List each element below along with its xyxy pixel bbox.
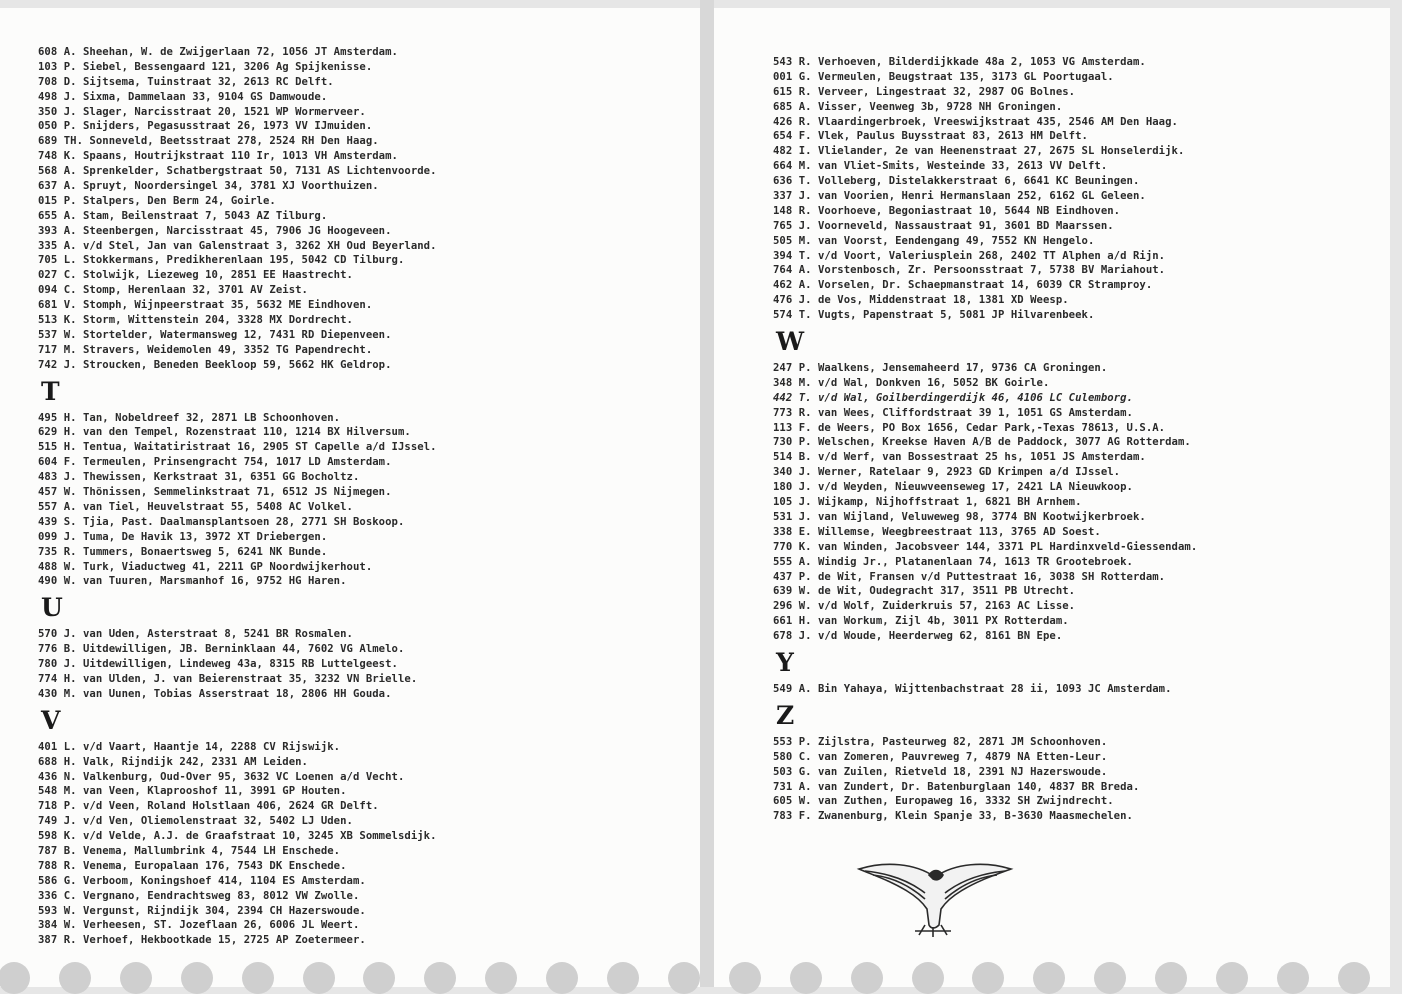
member-entry: 553 P. Zijlstra, Pasteurweg 82, 2871 JM Schoonhoven. [773,735,1108,748]
punch-hole [485,962,517,994]
member-entry: 482 I. Vlielander, 2e van Heenenstraat 27, 2675 SL Honselerdijk. [773,145,1185,158]
punch-hole [1033,962,1065,994]
member-entry: 608 A. Sheehan, W. de Zwijgerlaan 72, 1056 JT Amsterdam. [38,46,398,58]
member-entry: 685 A. Visser, Veenweg 3b, 9728 NH Groningen. [773,100,1063,113]
member-entry: 717 M. Stravers, Weidemolen 49, 3352 TG Papendrecht. [38,343,373,356]
punch-hole [790,962,822,994]
member-entry: 401 L. v/d Vaart, Haantje 14, 2288 CV Rijswijk. [38,740,341,753]
member-entry: 735 R. Tummers, Bonaertsweg 5, 6241 NK Bunde. [38,545,328,558]
member-entry: 338 E. Willemse, Weegbreestraat 113, 3765 AD Soest. [773,525,1101,538]
member-entry: 531 J. van Wijland, Veluweweg 98, 3774 BN Kootwijkerbroek. [773,510,1146,523]
section-letter: U [41,593,63,623]
member-entry: 537 W. Stortelder, Watermansweg 12, 7431 RD Diepenveen. [38,328,392,341]
punch-hole [181,962,213,994]
member-entry: 340 J. Werner, Ratelaar 9, 2923 GD Krimpen a/d IJssel. [773,466,1121,479]
member-entry: 180 J. v/d Weyden, Nieuwveenseweg 17, 2421 LA Nieuwkoop. [773,481,1133,494]
member-entry: 394 T. v/d Voort, Valeriusplein 268, 2402 TT Alphen a/d Rijn. [773,249,1166,262]
member-entry: 001 G. Vermeulen, Beugstraat 135, 3173 GL Poortugaal. [773,70,1114,83]
member-entry: 636 T. Volleberg, Distelakkerstraat 6, 6641 KC Beuningen. [773,175,1140,188]
member-entry: 549 A. Bin Yahaya, Wijttenbachstraat 28 ii, 1093 JC Amsterdam. [773,682,1172,695]
punch-hole [1216,962,1248,994]
member-entry: 593 W. Vergunst, Rijndijk 304, 2394 CH Hazerswoude. [38,904,366,917]
punch-hole [851,962,883,994]
left-column-list [38,45,437,948]
punch-hole [972,962,1004,994]
member-entry: 580 C. van Zomeren, Pauvreweg 7, 4879 NA Etten-Leur. [773,750,1108,763]
member-entry: 483 J. Thewissen, Kerkstraat 31, 6351 GG Bocholtz. [38,471,360,484]
member-entry: 503 G. van Zuilen, Rietveld 18, 2391 NJ Hazerswoude. [773,765,1108,778]
binding-holes [0,960,1402,990]
punch-hole [912,962,944,994]
member-entry: 514 B. v/d Werf, van Bossestraat 25 hs, 1051 JS Amsterdam. [773,451,1146,464]
member-entry: 337 J. van Voorien, Henri Hermanslaan 252, 6162 GL Geleen. [773,190,1146,203]
member-entry: 350 J. Slager, Narcisstraat 20, 1521 WP Wormerveer. [38,105,366,118]
member-entry: 615 R. Verveer, Lingestraat 32, 2987 OG Bolnes. [773,85,1076,98]
punch-hole [120,962,152,994]
punch-hole [0,962,30,994]
member-entry: 774 H. van Ulden, J. van Beierenstraat 35, 3232 VN Brielle. [38,672,418,685]
member-entry: 765 J. Voorneveld, Nassaustraat 91, 3601 BD Maarssen. [773,219,1114,232]
member-entry: 604 F. Termeulen, Prinsengracht 754, 1017 LD Amsterdam. [38,456,392,469]
punch-hole [59,962,91,994]
member-entry: 476 J. de Vos, Middenstraat 18, 1381 XD Weesp. [773,294,1069,307]
member-entry: 598 K. v/d Velde, A.J. de Graafstraat 10, 3245 XB Sommelsdijk. [38,830,437,843]
section-letter: V [41,705,61,735]
member-entry: 568 A. Sprenkelder, Schatbergstraat 50, 7131 AS Lichtenvoorde. [38,165,437,178]
member-entry: 705 L. Stokkermans, Predikherenlaan 195, 5042 CD Tilburg. [38,254,405,267]
member-entry: 749 J. v/d Ven, Oliemolenstraat 32, 5402 LJ Uden. [38,815,353,828]
member-entry: 488 W. Turk, Viaductweg 41, 2211 GP Noordwijkerhout. [38,560,373,573]
member-entry: 490 W. van Tuuren, Marsmanhof 16, 9752 HG Haren. [38,575,347,588]
member-entry: 742 J. Stroucken, Beneden Beekloop 59, 5662 HK Geldrop. [38,358,392,371]
member-entry: 498 J. Sixma, Dammelaan 33, 9104 GS Damwoude. [38,90,328,103]
member-entry: 764 A. Vorstenbosch, Zr. Persoonsstraat 7, 5738 BV Mariahout. [773,264,1166,277]
member-entry: 335 A. v/d Stel, Jan van Galenstraat 3, 3262 XH Oud Beyerland. [38,239,437,252]
member-entry: 015 P. Stalpers, Den Berm 24, Goirle. [38,194,276,207]
member-entry: 515 H. Tentua, Waitatiristraat 16, 2905 ST Capelle a/d IJssel. [38,441,437,454]
member-entry: 505 M. van Voorst, Eendengang 49, 7552 KN Hengelo. [773,234,1095,247]
punch-hole [668,962,700,994]
member-entry: 296 W. v/d Wolf, Zuiderkruis 57, 2163 AC Lisse. [773,600,1076,613]
punch-hole [546,962,578,994]
member-entry: 094 C. Stomp, Herenlaan 32, 3701 AV Zeist. [38,284,308,297]
member-entry: 548 M. van Veen, Klaprooshof 11, 3991 GP Houten. [38,785,347,798]
member-entry: 113 F. de Weers, PO Box 1656, Cedar Park,-Texas 78613, U.S.A. [773,421,1166,434]
punch-hole [1338,962,1370,994]
member-entry: 708 D. Sijtsema, Tuinstraat 32, 2613 RC Delft. [38,75,334,88]
member-entry: 495 H. Tan, Nobeldreef 32, 2871 LB Schoonhoven. [38,411,341,424]
member-entry: 780 J. Uitdewilligen, Lindeweg 43a, 8315 RB Luttelgeest. [38,658,398,671]
punch-hole [1277,962,1309,994]
member-entry: 574 T. Vugts, Papenstraat 5, 5081 JP Hilvarenbeek. [773,309,1095,322]
member-entry: 457 W. Thönissen, Semmelinkstraat 71, 6512 JS Nijmegen. [38,486,392,499]
page-gutter [700,0,714,987]
punch-hole [607,962,639,994]
member-entry: 586 G. Verboom, Koningshoef 414, 1104 ES Amsterdam. [38,874,366,887]
punch-hole [242,962,274,994]
punch-hole [303,962,335,994]
member-entry: 689 TH. Sonneveld, Beetsstraat 278, 2524 RH Den Haag. [38,135,379,148]
punch-hole [729,962,761,994]
member-entry: 393 A. Steenbergen, Narcisstraat 45, 7906 JG Hoogeveen. [38,224,392,237]
section-letter: Y [776,647,794,677]
member-entry: 103 P. Siebel, Bessengaard 121, 3206 Ag Spijkenisse. [38,60,373,73]
member-entry: 718 P. v/d Veen, Roland Holstlaan 406, 2624 GR Delft. [38,800,379,813]
section-letter: T [41,376,60,406]
member-entry: 637 A. Spruyt, Noordersingel 34, 3781 XJ Voorthuizen. [38,180,379,193]
member-entry: 770 K. van Winden, Jacobsveer 144, 3371 PL Hardinxveld-Giessendam. [773,540,1198,553]
punch-hole [1094,962,1126,994]
punch-hole [1155,962,1187,994]
member-entry: 773 R. van Wees, Cliffordstraat 39 1, 1051 GS Amsterdam. [773,406,1133,419]
member-entry: 787 B. Venema, Mallumbrink 4, 7544 LH Enschede. [38,844,341,857]
member-entry: 348 M. v/d Wal, Donkven 16, 5052 BK Goirle. [773,376,1050,389]
member-entry: 027 C. Stolwijk, Liezeweg 10, 2851 EE Haastrecht. [38,269,353,282]
member-entry: 788 R. Venema, Europalaan 176, 7543 DK Enschede. [38,859,347,872]
member-entry: 099 J. Tuma, De Havik 13, 3972 XT Driebergen. [38,530,328,543]
member-entry: 439 S. Tjia, Past. Daalmansplantsoen 28, 2771 SH Boskoop. [38,515,405,528]
member-entry: 654 F. Vlek, Paulus Buysstraat 83, 2613 HM Delft. [773,130,1088,143]
member-entry: 387 R. Verhoef, Hekbootkade 15, 2725 AP Zoetermeer. [38,934,366,947]
member-entry: 050 P. Snijders, Pegasusstraat 26, 1973 VV IJmuiden. [38,120,373,133]
member-entry: 148 R. Voorhoeve, Begoniastraat 10, 5644 NB Eindhoven. [773,204,1121,217]
member-entry: 426 R. Vlaardingerbroek, Vreeswijkstraat 435, 2546 AM Den Haag. [773,115,1178,128]
member-entry: 688 H. Valk, Rijndijk 242, 2331 AM Leiden. [38,755,308,768]
member-entry: 105 J. Wijkamp, Nijhoffstraat 1, 6821 BH Arnhem. [773,496,1082,509]
member-entry: 664 M. van Vliet-Smits, Westeinde 33, 2613 VV Delft. [773,160,1108,173]
member-entry: 384 W. Verheesen, ST. Jozeflaan 26, 6006 JL Weert. [38,919,360,932]
section-letter: Z [776,700,795,730]
right-column-list [773,55,1197,824]
member-entry: 661 H. van Workum, Zijl 4b, 3011 PX Rotterdam. [773,615,1069,628]
section-letter: W [776,327,805,357]
member-entry: 605 W. van Zuthen, Europaweg 16, 3332 SH Zwijndrecht. [773,795,1114,808]
member-entry: 543 R. Verhoeven, Bilderdijkkade 48a 2, 1053 VG Amsterdam. [773,56,1146,68]
member-entry: 681 V. Stomph, Wijnpeerstraat 35, 5632 ME Eindhoven. [38,299,373,312]
member-entry: 730 P. Welschen, Kreekse Haven A/B de Paddock, 3077 AG Rotterdam. [773,436,1191,449]
member-entry: 336 C. Vergnano, Eendrachtsweg 83, 8012 VW Zwolle. [38,889,360,902]
member-entry: 436 N. Valkenburg, Oud-Over 95, 3632 VC Loenen a/d Vecht. [38,770,405,783]
member-entry: 678 J. v/d Woude, Heerderweg 62, 8161 BN Epe. [773,630,1063,643]
member-entry: 430 M. van Uunen, Tobias Asserstraat 18, 2806 HH Gouda. [38,687,392,700]
member-entry: 731 A. van Zundert, Dr. Batenburglaan 140, 4837 BR Breda. [773,780,1140,793]
member-entry: 783 F. Zwanenburg, Klein Spanje 33, B-3630 Maasmechelen. [773,810,1133,823]
member-entry: 462 A. Vorselen, Dr. Schaepmanstraat 14, 6039 CR Stramproy. [773,279,1153,292]
member-entry: 555 A. Windig Jr., Platanenlaan 74, 1613 TR Grootebroek. [773,555,1133,568]
member-entry: 442 T. v/d Wal, Goilberdingerdijk 46, 4106 LC Culemborg. [773,391,1133,404]
member-entry: 437 P. de Wit, Fransen v/d Puttestraat 16, 3038 SH Rotterdam. [773,570,1166,583]
member-entry: 776 B. Uitdewilligen, JB. Berninklaan 44, 7602 VG Almelo. [38,643,405,656]
punch-hole [363,962,395,994]
member-entry: 629 H. van den Tempel, Rozenstraat 110, 1214 BX Hilversum. [38,426,411,439]
member-entry: 655 A. Stam, Beilenstraat 7, 5043 AZ Tilburg. [38,209,328,222]
member-entry: 748 K. Spaans, Houtrijkstraat 110 Ir, 1013 VH Amsterdam. [38,150,398,163]
member-entry: 513 K. Storm, Wittenstein 204, 3328 MX Dordrecht. [38,314,353,327]
eagle-icon [855,855,1015,940]
member-entry: 639 W. de Wit, Oudegracht 317, 3511 PB Utrecht. [773,585,1076,598]
punch-hole [424,962,456,994]
member-entry: 557 A. van Tiel, Heuvelstraat 55, 5408 AC Volkel. [38,500,353,513]
member-entry: 247 P. Waalkens, Jensemaheerd 17, 9736 CA Groningen. [773,362,1108,375]
member-entry: 570 J. van Uden, Asterstraat 8, 5241 BR Rosmalen. [38,628,353,641]
